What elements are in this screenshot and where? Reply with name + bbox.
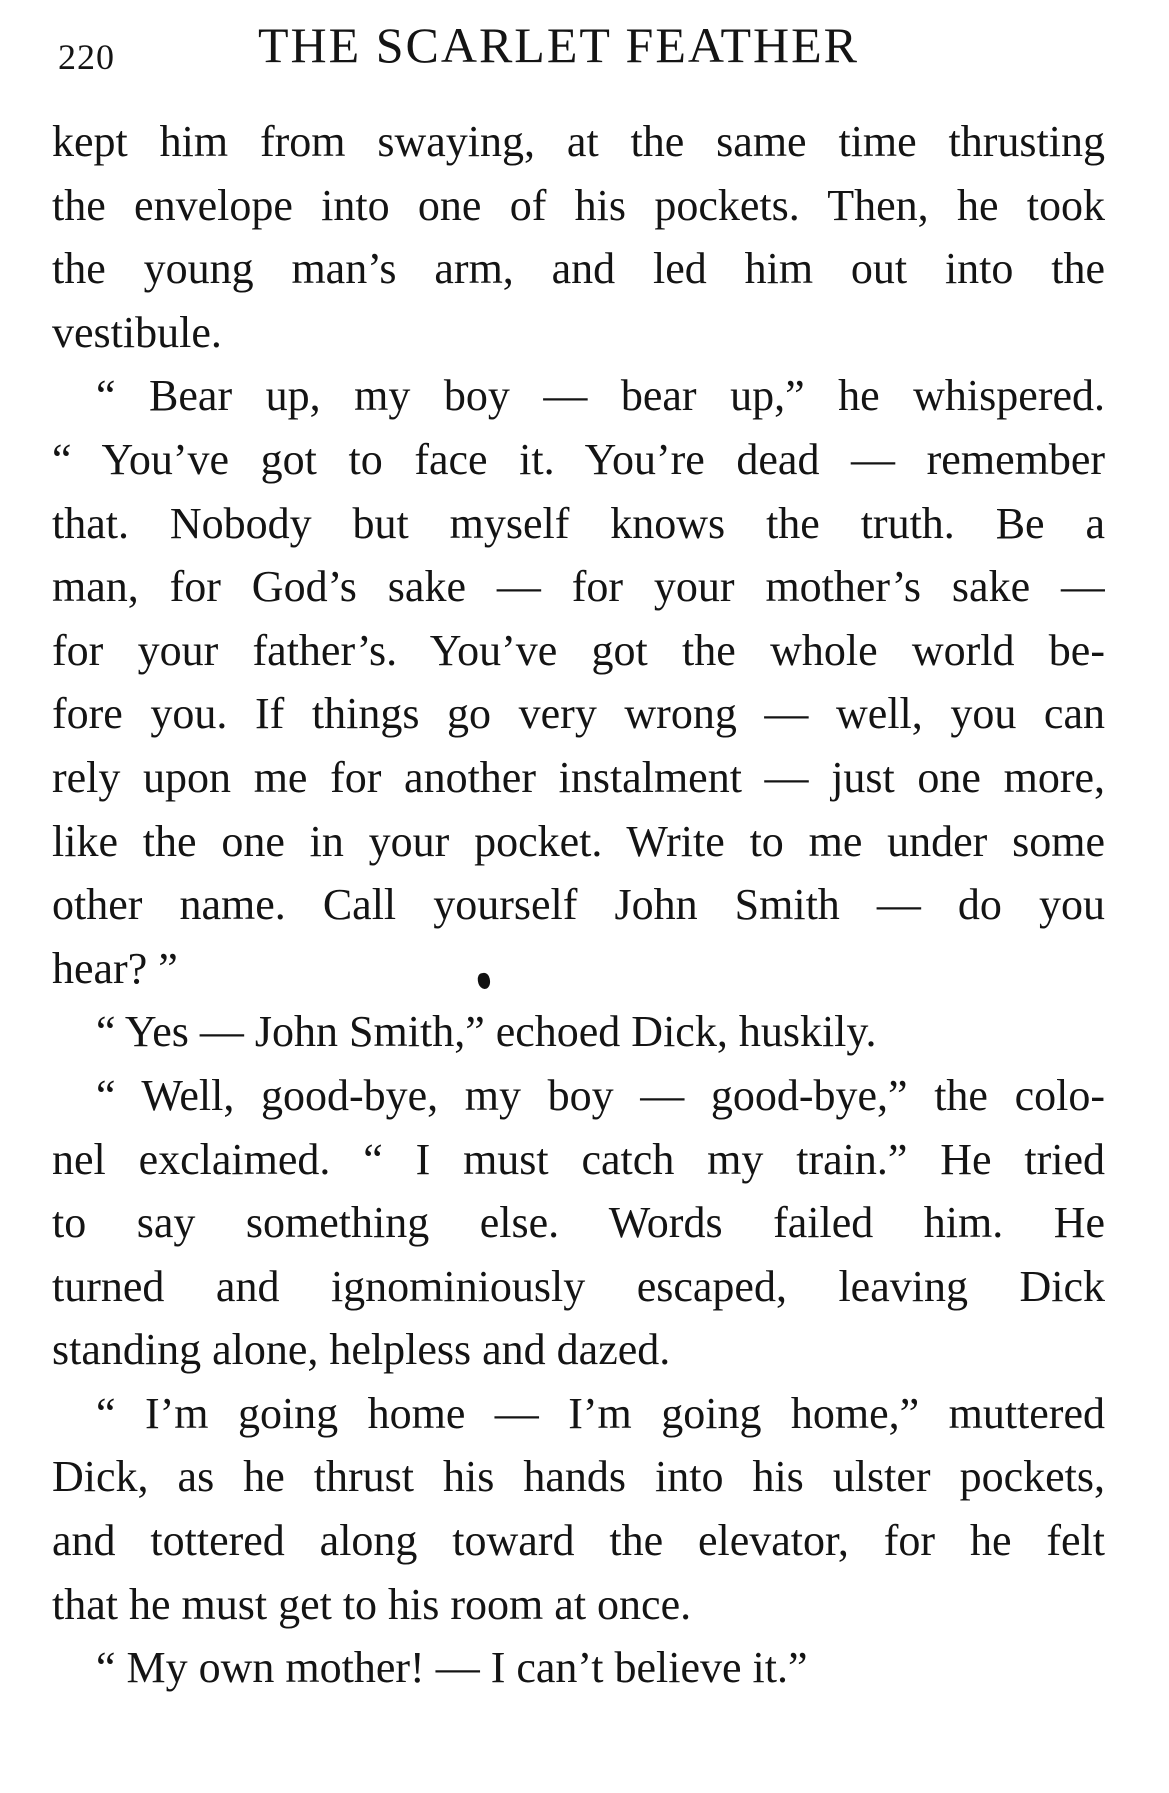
text-line: turned and ignominiously escaped, leaving Dick xyxy=(52,1261,1105,1311)
text-line: fore you. If things go very wrong — well, you can xyxy=(52,689,1105,739)
text-line: “ My own mother! — I can’t believe it.” xyxy=(96,1643,808,1693)
text-line: that he must get to his room at once. xyxy=(52,1579,692,1629)
text-line: other name. Call yourself John Smith — do you xyxy=(52,880,1105,930)
running-head: THE SCARLET FEATHER xyxy=(258,17,859,73)
text-line: like the one in your pocket. Write to me under some xyxy=(52,816,1105,866)
text-line: vestibule. xyxy=(52,307,222,357)
text-line: to say something else. Words failed him. He xyxy=(52,1198,1105,1248)
text-line: kept him from swaying, at the same time thrusting xyxy=(52,117,1105,166)
text-line: man, for God’s sake — for your mother’s sake — xyxy=(52,562,1105,612)
text-line: that. Nobody but myself knows the truth. Be a xyxy=(52,498,1105,548)
text-line: “ Well, good-bye, my boy — good-bye,” the colo- xyxy=(96,1070,1105,1120)
text-line: for your father’s. You’ve got the whole world be- xyxy=(52,625,1105,675)
text-line: the young man’s arm, and led him out into the xyxy=(52,244,1105,294)
body-text xyxy=(52,110,1105,1700)
text-line: and tottered along toward the elevator, for he felt xyxy=(52,1516,1105,1566)
text-line: standing alone, helpless and dazed. xyxy=(52,1325,671,1375)
text-line: Dick, as he thrust his hands into his ulster pockets, xyxy=(52,1452,1105,1502)
text-line: “ You’ve got to face it. You’re dead — remember xyxy=(52,434,1105,484)
text-line: the envelope into one of his pockets. Then, he took xyxy=(52,180,1105,230)
text-line: “ Yes — John Smith,” echoed Dick, huskily. xyxy=(96,1007,877,1057)
text-line: hear? ” xyxy=(52,943,178,993)
text-line: “ Bear up, my boy — bear up,” he whispered. xyxy=(96,371,1105,421)
text-line: nel exclaimed. “ I must catch my train.” He tried xyxy=(52,1134,1105,1184)
page-number: 220 xyxy=(58,37,115,77)
page-header xyxy=(58,14,1097,80)
text-line: “ I’m going home — I’m going home,” muttered xyxy=(96,1388,1105,1438)
text-line: rely upon me for another instalment — just one more, xyxy=(52,752,1105,802)
